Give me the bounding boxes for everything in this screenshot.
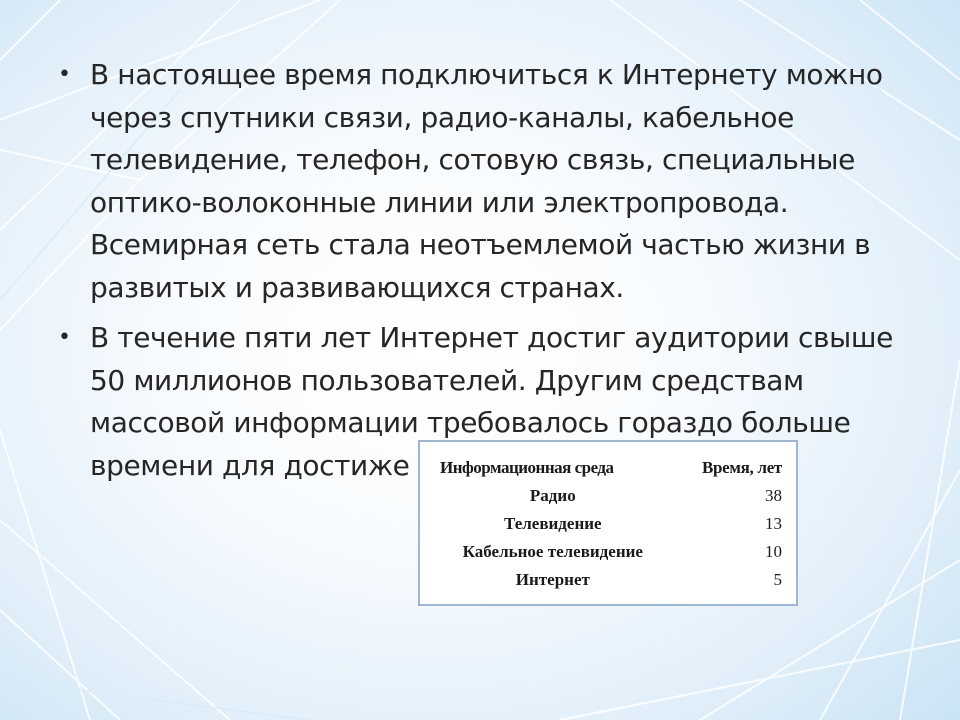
- cell-medium: Кабельное телевидение: [462, 542, 643, 561]
- table-row: [440, 510, 782, 538]
- bullet-dot-icon: •: [58, 325, 71, 350]
- table-row: [440, 482, 782, 510]
- column-header-medium: Информационная среда: [440, 458, 614, 477]
- bullet-text: В настоящее время подключиться к Интернету можно через спутники связи, радио-каналы, кабельное телевидение, телефон, сотовую связь, специальные оптико-волоконные линии или электропровода. Всемирная сеть стала неотъемлемой частью жизни в развитых и развивающихся странах.: [90, 58, 883, 304]
- bullet-text: В течение пяти лет Интернет достиг аудитории свыше 50 миллионов пользователей. Другим средствам массовой информации требовалось гораздо больше времени для достиже: [90, 321, 893, 482]
- column-header-years: Время, лет: [701, 458, 782, 477]
- bullet-dot-icon: •: [58, 62, 71, 87]
- media-adoption-table: [440, 454, 782, 594]
- table-row: [440, 538, 782, 566]
- cell-years: 38: [765, 486, 782, 505]
- cell-medium: Телевидение: [504, 514, 602, 533]
- cell-years: 10: [765, 542, 782, 561]
- cell-medium: Радио: [529, 486, 576, 505]
- table-header-row: [440, 454, 782, 482]
- cell-years: 5: [773, 570, 782, 589]
- bullet-item-connectivity: [56, 54, 916, 309]
- cell-medium: Интернет: [515, 570, 590, 589]
- media-adoption-table-image: [418, 440, 798, 606]
- cell-years: 13: [765, 514, 782, 533]
- bullet-list: [56, 54, 916, 495]
- table-row: [440, 566, 782, 594]
